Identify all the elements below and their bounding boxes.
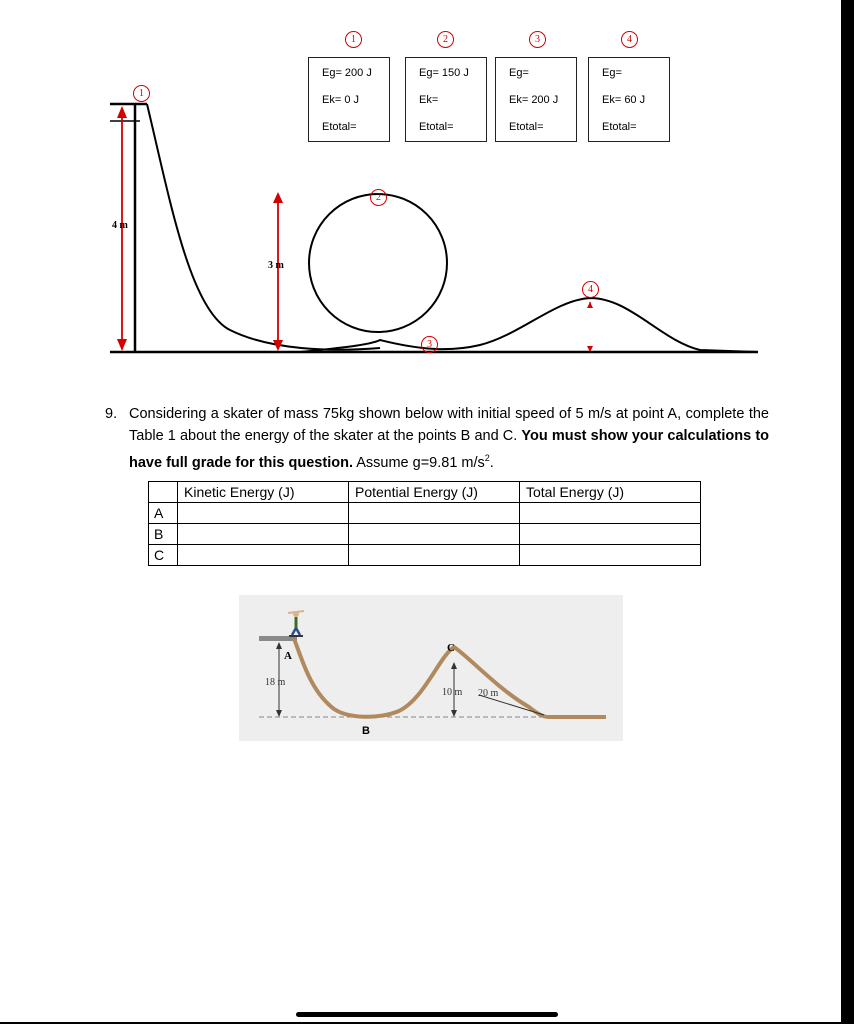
window-edge [841, 0, 854, 1024]
total-energy: Etotal= [322, 121, 357, 133]
point-c-label: C [447, 642, 455, 654]
point-marker-1: 1 [133, 85, 150, 102]
cell-potential-b[interactable] [349, 524, 520, 545]
box-header-marker-3: 3 [529, 31, 546, 48]
loop-height-label: 3 m [268, 260, 284, 271]
energy-box-3 [495, 57, 577, 142]
arrow-head-up [117, 106, 127, 118]
table-row [149, 503, 701, 524]
header-potential: Potential Energy (J) [349, 482, 520, 503]
box-header-marker-2: 2 [437, 31, 454, 48]
row-label-b: B [149, 524, 178, 545]
header-kinetic: Kinetic Energy (J) [178, 482, 349, 503]
arrow-head-up [273, 192, 283, 203]
kinetic-energy: Ek= [419, 94, 439, 106]
question-9 [105, 403, 769, 474]
question-bold-instruction: You must show your calculations to have full grade for this question. [129, 428, 770, 471]
height-c-label: 10 m [442, 687, 463, 698]
cell-kinetic-c[interactable] [178, 545, 349, 566]
gravitational-energy: Eg= 150 J [419, 67, 469, 79]
kinetic-energy: Ek= 60 J [602, 94, 646, 106]
point4-arrow [587, 302, 593, 308]
gravitational-energy: Eg= [509, 67, 529, 79]
box-header-marker-1: 1 [345, 31, 362, 48]
table-corner [149, 482, 178, 503]
total-energy: Etotal= [419, 121, 454, 133]
skate-ramp-diagram [239, 595, 623, 741]
row-label-a: A [149, 503, 178, 524]
kinetic-energy: Ek= 0 J [322, 94, 359, 106]
header-total: Total Energy (J) [520, 482, 701, 503]
energy-box-2 [405, 57, 487, 142]
table-row [149, 545, 701, 566]
question-assumption: Assume g=9.81 m/s [356, 454, 485, 471]
kinetic-energy: Ek= 200 J [509, 94, 559, 106]
total-energy: Etotal= [509, 121, 544, 133]
question-text: Considering a skater of mass 75kg shown below with initial speed of 5 m/s at point A, complete the Table 1 about the energy of the skater at the points B and C. [129, 406, 769, 444]
table-header-row [149, 482, 701, 503]
point-b-label: B [362, 725, 370, 737]
track-hill [300, 298, 758, 352]
question-number: 9. [105, 406, 118, 422]
gravitational-energy: Eg= [602, 67, 622, 79]
height-a-label: 18 m [265, 677, 286, 688]
energy-box-4 [588, 57, 670, 142]
cell-total-a[interactable] [520, 503, 701, 524]
total-energy: Etotal= [602, 121, 637, 133]
track-loop [309, 194, 447, 332]
row-label-c: C [149, 545, 178, 566]
arrow-head-down [117, 339, 127, 351]
point-marker-2: 2 [370, 189, 387, 206]
cell-total-c[interactable] [520, 545, 701, 566]
cell-total-b[interactable] [520, 524, 701, 545]
cell-potential-a[interactable] [349, 503, 520, 524]
box-header-marker-4: 4 [621, 31, 638, 48]
cell-potential-c[interactable] [349, 545, 520, 566]
point-a-label: A [284, 650, 292, 662]
point-marker-4: 4 [582, 281, 599, 298]
energy-table [148, 481, 701, 566]
cell-kinetic-b[interactable] [178, 524, 349, 545]
gravitational-energy: Eg= 200 J [322, 67, 372, 79]
cell-kinetic-a[interactable] [178, 503, 349, 524]
slope-length-label: 20 m [478, 688, 499, 699]
energy-box-1 [308, 57, 390, 142]
start-height-label: 4 m [112, 220, 128, 231]
home-indicator[interactable] [296, 1012, 558, 1017]
question-superscript: 2 [484, 453, 490, 463]
question-end: . [489, 454, 494, 471]
question-body [129, 403, 769, 474]
point-marker-3: 3 [421, 336, 438, 353]
table-row [149, 524, 701, 545]
